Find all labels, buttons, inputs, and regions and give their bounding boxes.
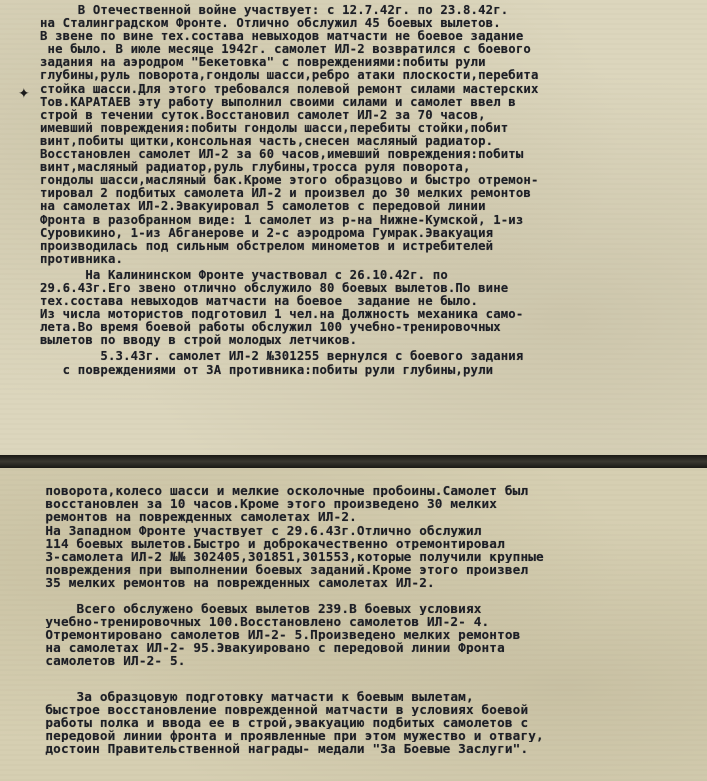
paragraph-award-recommendation [22, 690, 691, 756]
text-line: тировал 2 подбитых самолета ИЛ-2 и произвел до 30 мелких ремонтов [40, 187, 531, 201]
paragraph-western-front [22, 484, 691, 590]
text-line: на самолетах ИЛ-2.Эвакуировал 5 самолетов с передовой линии [40, 200, 486, 214]
text-line: 114 боевых вылетов.Быстро и доброкачественно отремонтировал [22, 536, 505, 551]
text-line: За образцовую подготовку матчасти к боевым вылетам, [22, 689, 474, 703]
text-line: передовой линии фронта и проявленные при этом мужество и отвагу, [22, 729, 544, 743]
text-line: ремонтов на поврежденных самолетах ИЛ-2. [22, 510, 357, 524]
text-line: На Западном Фронте участвует с 29.6.43г.Отлично обслужил [22, 523, 482, 537]
text-line: винт,масляный радиатор,руль глубины,тросса руля поворота, [40, 161, 471, 175]
text-line: винт,побиты щитки,консольная часть,снесен масляный радиатор. [40, 134, 494, 148]
text-line: имевший повреждения:побиты гондолы шасси,перебиты стойки,побит [40, 121, 509, 135]
text-line: на самолетах ИЛ-2- 95.Эвакуировано с передовой линии Фронта [22, 641, 505, 655]
paragraph-kalinin-front [40, 269, 691, 348]
text-line: Тов.КАРАТАЕВ эту работу выполнил своими силами и самолет ввел в [40, 95, 516, 109]
text-line: 35 мелких ремонтов на поврежденных самолетах ИЛ-2. [22, 576, 435, 590]
text-line: стойка шасси.Для этого требовался полевой ремонт силами мастерских [40, 82, 539, 96]
document-page-2 [0, 468, 707, 781]
text-line: не было. В июле месяце 1942г. самолет ИЛ-2 возвратился с боевого [40, 43, 531, 57]
text-line: быстрое восстановление поврежденной матчасти в условиях боевой [22, 702, 529, 717]
text-line: Отремонтировано самолетов ИЛ-2- 5.Произведено мелких ремонтов [22, 628, 521, 642]
text-line: гондолы шасси,масляный бак.Кроме этого образцово и быстро отремон- [40, 174, 539, 188]
text-line: 3-самолета ИЛ-2 №№ 302405,301851,301553,которые получили крупные [22, 550, 544, 564]
text-line: 5.3.43г. самолет ИЛ-2 №301255 вернулся с боевого задания [40, 350, 524, 364]
text-line: повреждения при выполнении боевых заданий.Кроме этого произвел [22, 563, 529, 577]
paragraph-summary-totals [22, 602, 691, 668]
text-line: достоин Правительственной награды- медали "За Боевые Заслуги". [22, 742, 529, 756]
text-line: строй в течении суток.Восстановил самолет ИЛ-2 за 70 часов, [40, 108, 486, 122]
text-line: В Отечественной войне участвует: с 12.7.42г. по 23.8.42г. [40, 4, 509, 17]
text-line: производилась под сильным обстрелом минометов и истребителей [40, 239, 494, 253]
text-line: лета.Во время боевой работы обслужил 100 учебно-тренировочных [40, 321, 501, 335]
text-line: работы полка и ввода ее в строй,эвакуацию подбитых самолетов с [22, 716, 529, 730]
text-line: восстановлен за 10 часов.Кроме этого произведено 30 мелких [22, 497, 498, 511]
text-line: В звене по вине тех.состава невыходов матчасти не боевое задание [40, 30, 524, 44]
paragraph-stalingrad-front [40, 4, 691, 266]
text-line: с повреждениями от ЗА противника:побиты рули глубины,рули [40, 363, 494, 377]
text-line: учебно-тренировочных 100.Восстановлено самолетов ИЛ-2- 4. [22, 614, 490, 629]
text-line: вылетов по вводу в строй молодых летчиков. [40, 334, 358, 348]
text-line: Суровикино, 1-из Абганерове и 2-с аэродрома Гумрак.Эвакуация [40, 226, 494, 240]
text-line: поворота,колесо шасси и мелкие осколочные пробоины.Самолет был [22, 484, 529, 498]
paragraph-aircraft-damage [40, 350, 691, 376]
page-divider [0, 455, 707, 468]
text-line: 29.6.43г.Его звено отлично обслужило 80 боевых вылетов.По вине [40, 281, 509, 295]
text-line: задания на аэродром "Бекетовка" с повреждениями:побиты рули [40, 56, 486, 70]
text-line: самолетов ИЛ-2- 5. [22, 654, 186, 668]
text-line: глубины,руль поворота,гондолы шасси,ребро атаки плоскости,перебита [40, 69, 539, 83]
text-line: Восстановлен самолет ИЛ-2 за 60 часов,имевший повреждения:побиты [40, 148, 524, 162]
text-line: Фронта в разобранном виде: 1 самолет из р-на Нижне-Кумской, 1-из [40, 213, 524, 227]
text-line: на Сталинградском Фронте. Отлично обслужил 45 боевых вылетов. [40, 17, 501, 31]
punch-hole-mark-icon: ✦ [18, 86, 30, 102]
text-line: Из числа мотористов подготовил 1 чел.на Должность механика само- [40, 308, 524, 322]
text-line: На Калининском Фронте участвовал с 26.10.42г. по [40, 268, 448, 282]
text-line: Всего обслужено боевых вылетов 239.В боевых условиях [22, 601, 482, 615]
text-line: тех.состава невыходов матчасти на боевое задание не было. [40, 295, 479, 309]
text-line: противника. [40, 252, 124, 266]
